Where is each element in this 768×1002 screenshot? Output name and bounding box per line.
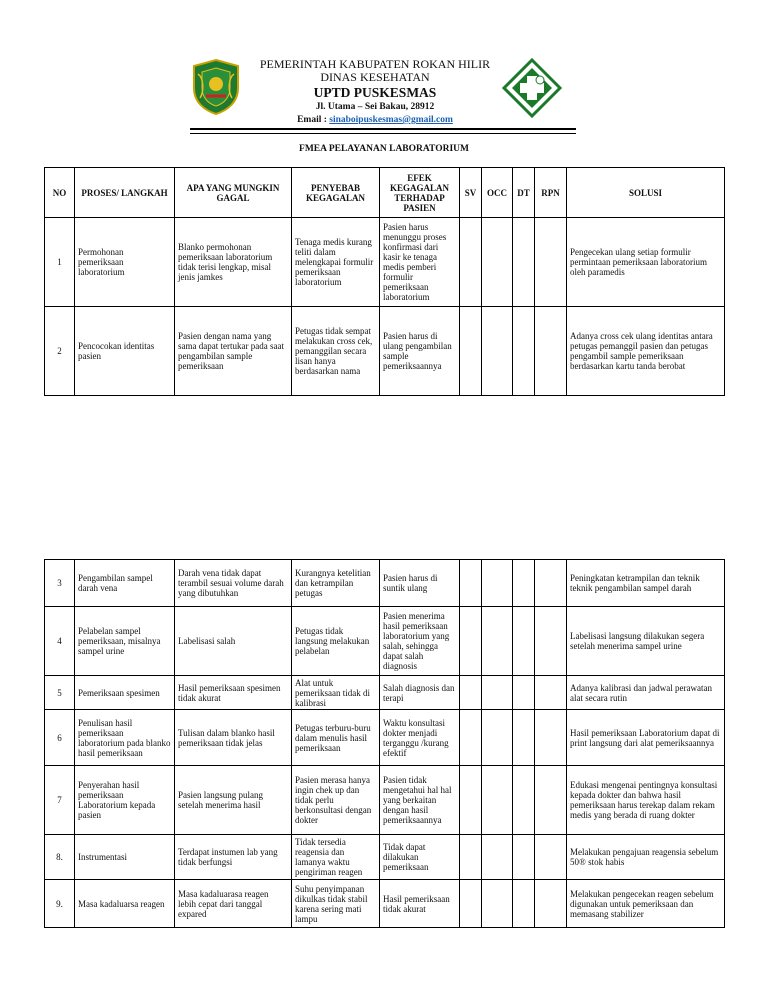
- cell-no: 3: [45, 560, 75, 607]
- regency-emblem-icon: [190, 58, 242, 116]
- department-name: DINAS KESEHATAN: [320, 70, 430, 84]
- cell-sv: [460, 676, 482, 710]
- cell-sv: [460, 560, 482, 607]
- cell-sv: [460, 710, 482, 766]
- puskesmas-cross-icon: [502, 58, 562, 118]
- cell-no: 6: [45, 710, 75, 766]
- cell-gagal: Darah vena tidak dapat terambil sesuai volume darah yang dibutuhkan: [175, 560, 292, 607]
- cell-rpn: [535, 560, 567, 607]
- government-name: PEMERINTAH KABUPATEN ROKAN HILIR: [259, 57, 491, 71]
- column-header: PROSES/ LANGKAH: [75, 168, 175, 218]
- cell-efek: Waktu konsultasi dokter menjadi terganggu /kurang efektif: [380, 710, 460, 766]
- column-header: RPN: [535, 168, 567, 218]
- document-title: FMEA PELAYANAN LABORATORIUM: [299, 144, 469, 154]
- letterhead-text: [250, 58, 500, 127]
- letterhead-divider-thin: [190, 133, 576, 134]
- cell-penyebab: Pasien merasa hanya ingin chek up dan tidak perlu berkonsultasi dengan dokter: [292, 766, 380, 835]
- cell-proses: Instrumentasi: [75, 835, 175, 880]
- column-header: PENYEBAB KEGAGALAN: [292, 168, 380, 218]
- cell-solusi: Adanya cross cek ulang identitas antara petugas pemanggil pasien dan petugas pengambil sample pemeriksaan berdasarkan kartu tanda berobat: [567, 307, 725, 396]
- cell-penyebab: Petugas tidak sempat melakukan cross cek, pemanggilan secara lisan hanya berdasarkan nama: [292, 307, 380, 396]
- cell-solusi: Peningkatan ketrampilan dan teknik teknik pengambilan sampel darah: [567, 560, 725, 607]
- cell-occ: [482, 766, 513, 835]
- cell-rpn: [535, 880, 567, 928]
- cell-sv: [460, 766, 482, 835]
- cell-gagal: Pasien dengan nama yang sama dapat tertukar pada saat pengambilan sample pemeriksaan: [175, 307, 292, 396]
- cell-efek: Pasien menerima hasil pemeriksaan laboratorium yang salah, sehingga dapat salah diagnosis: [380, 607, 460, 676]
- cell-gagal: Terdapat instumen lab yang tidak berfungsi: [175, 835, 292, 880]
- cell-solusi: Edukasi mengenai pentingnya konsultasi kepada dokter dan bahwa hasil pemeriksaan harus terekap dalam rekam medis yang berada di ruang dokter: [567, 766, 725, 835]
- cell-proses: Permohonan pemeriksaan laboratorium: [75, 218, 175, 307]
- address: Jl. Utama – Sei Bakau, 28912: [315, 102, 435, 112]
- fmea-table-page1: [44, 167, 725, 396]
- cell-occ: [482, 607, 513, 676]
- cell-rpn: [535, 766, 567, 835]
- cell-proses: Penyerahan hasil pemeriksaan Laboratorium kepada pasien: [75, 766, 175, 835]
- cell-penyebab: Petugas terburu-buru dalam menulis hasil pemeriksaan: [292, 710, 380, 766]
- cell-dt: [513, 218, 535, 307]
- cell-gagal: Labelisasi salah: [175, 607, 292, 676]
- cell-proses: Masa kadaluarsa reagen: [75, 880, 175, 928]
- cell-rpn: [535, 307, 567, 396]
- cell-proses: Pemeriksaan spesimen: [75, 676, 175, 710]
- cell-rpn: [535, 218, 567, 307]
- table-row: [45, 835, 725, 880]
- cell-occ: [482, 835, 513, 880]
- email-line: [250, 114, 500, 127]
- cell-no: 8.: [45, 835, 75, 880]
- cell-rpn: [535, 607, 567, 676]
- cell-sv: [460, 307, 482, 396]
- cell-occ: [482, 560, 513, 607]
- table-row: [45, 710, 725, 766]
- cell-gagal: Pasien langsung pulang setelah menerima hasil: [175, 766, 292, 835]
- cell-solusi: Adanya kalibrasi dan jadwal perawatan alat secara rutin: [567, 676, 725, 710]
- cell-occ: [482, 710, 513, 766]
- cell-efek: Pasien tidak mengetahui hal hal yang berkaitan dengan hasil pemeriksaannya: [380, 766, 460, 835]
- letterhead-divider-thick: [190, 128, 576, 130]
- table-row: [45, 307, 725, 396]
- cell-efek: Pasien harus menunggu proses konfirmasi dari kasir ke tenaga medis pemberi formulir pemeriksaan laboratorium: [380, 218, 460, 307]
- cell-dt: [513, 710, 535, 766]
- cell-solusi: Melakukan pengecekan reagen sebelum digunakan untuk pemeriksaan dan memasang stabilizer: [567, 880, 725, 928]
- column-header: SV: [460, 168, 482, 218]
- table-row: [45, 880, 725, 928]
- cell-solusi: Pengecekan ulang setiap formulir permintaan pemeriksaan laboratorium oleh paramedis: [567, 218, 725, 307]
- cell-proses: Pencocokan identitas pasien: [75, 307, 175, 396]
- cell-rpn: [535, 676, 567, 710]
- cell-sv: [460, 880, 482, 928]
- table-row: [45, 607, 725, 676]
- column-header: DT: [513, 168, 535, 218]
- cell-gagal: Blanko permohonan pemeriksaan laboratorium tidak terisi lengkap, misal jenis jamkes: [175, 218, 292, 307]
- table-row: [45, 218, 725, 307]
- cell-sv: [460, 218, 482, 307]
- table-row: [45, 766, 725, 835]
- cell-occ: [482, 218, 513, 307]
- cell-proses: Penulisan hasil pemeriksaan laboratorium pada blanko hasil pemeriksaan: [75, 710, 175, 766]
- cell-rpn: [535, 835, 567, 880]
- cell-solusi: Labelisasi langsung dilakukan segera setelah menerima sampel urine: [567, 607, 725, 676]
- table-row: [45, 676, 725, 710]
- cell-gagal: Masa kadaluarasa reagen lebih cepat dari tanggal expared: [175, 880, 292, 928]
- cell-dt: [513, 307, 535, 396]
- cell-penyebab: Suhu penyimpanan dikulkas tidak stabil karena sering mati lampu: [292, 880, 380, 928]
- cell-gagal: Hasil pemeriksaan spesimen tidak akurat: [175, 676, 292, 710]
- cell-penyebab: Kurangnya ketelitian dan ketrampilan petugas: [292, 560, 380, 607]
- column-header: EFEK KEGAGALAN TERHADAP PASIEN: [380, 168, 460, 218]
- cell-penyebab: Alat untuk pemeriksaan tidak di kalibrasi: [292, 676, 380, 710]
- cell-dt: [513, 835, 535, 880]
- cell-sv: [460, 607, 482, 676]
- cell-no: 7: [45, 766, 75, 835]
- table-row: [45, 560, 725, 607]
- cell-gagal: Tulisan dalam blanko hasil pemeriksaan tidak jelas: [175, 710, 292, 766]
- cell-no: 5: [45, 676, 75, 710]
- cell-efek: Pasien harus di suntik ulang: [380, 560, 460, 607]
- institution-name: UPTD PUSKESMAS: [313, 85, 437, 100]
- cell-no: 1: [45, 218, 75, 307]
- cell-dt: [513, 607, 535, 676]
- fmea-table-page2: [44, 559, 725, 928]
- cell-occ: [482, 307, 513, 396]
- cell-dt: [513, 766, 535, 835]
- cell-efek: Salah diagnosis dan terapi: [380, 676, 460, 710]
- cell-dt: [513, 560, 535, 607]
- column-header: OCC: [482, 168, 513, 218]
- email-link[interactable]: sinaboipuskesmas@gmail.com: [329, 115, 453, 125]
- cell-occ: [482, 880, 513, 928]
- cell-efek: Hasil pemeriksaan tidak akurat: [380, 880, 460, 928]
- column-header: APA YANG MUNGKIN GAGAL: [175, 168, 292, 218]
- cell-solusi: Hasil pemeriksaan Laboratorium dapat di print langsung dari alat pemeriksaannya: [567, 710, 725, 766]
- column-header: SOLUSI: [567, 168, 725, 218]
- cell-no: 9.: [45, 880, 75, 928]
- cell-proses: Pelabelan sampel pemeriksaan, misalnya sampel urine: [75, 607, 175, 676]
- cell-proses: Pengambilan sampel darah vena: [75, 560, 175, 607]
- table-header-row: [45, 168, 725, 218]
- letterhead: [0, 0, 768, 140]
- cell-penyebab: Tidak tersedia reagensia dan lamanya waktu pengiriman reagen: [292, 835, 380, 880]
- cell-sv: [460, 835, 482, 880]
- cell-dt: [513, 676, 535, 710]
- cell-penyebab: Tenaga medis kurang teliti dalam melengkapai formulir pemeriksaan laboratorium: [292, 218, 380, 307]
- cell-solusi: Melakukan pengajuan reagensia sebelum 50® stok habis: [567, 835, 725, 880]
- cell-efek: Pasien harus di ulang pengambilan sample pemeriksaannya: [380, 307, 460, 396]
- column-header: NO: [45, 168, 75, 218]
- cell-penyebab: Petugas tidak langsung melakukan pelabelan: [292, 607, 380, 676]
- cell-no: 2: [45, 307, 75, 396]
- email-label: Email :: [297, 115, 327, 125]
- cell-dt: [513, 880, 535, 928]
- cell-efek: Tidak dapat dilakukan pemeriksaan: [380, 835, 460, 880]
- cell-rpn: [535, 710, 567, 766]
- cell-no: 4: [45, 607, 75, 676]
- cell-occ: [482, 676, 513, 710]
